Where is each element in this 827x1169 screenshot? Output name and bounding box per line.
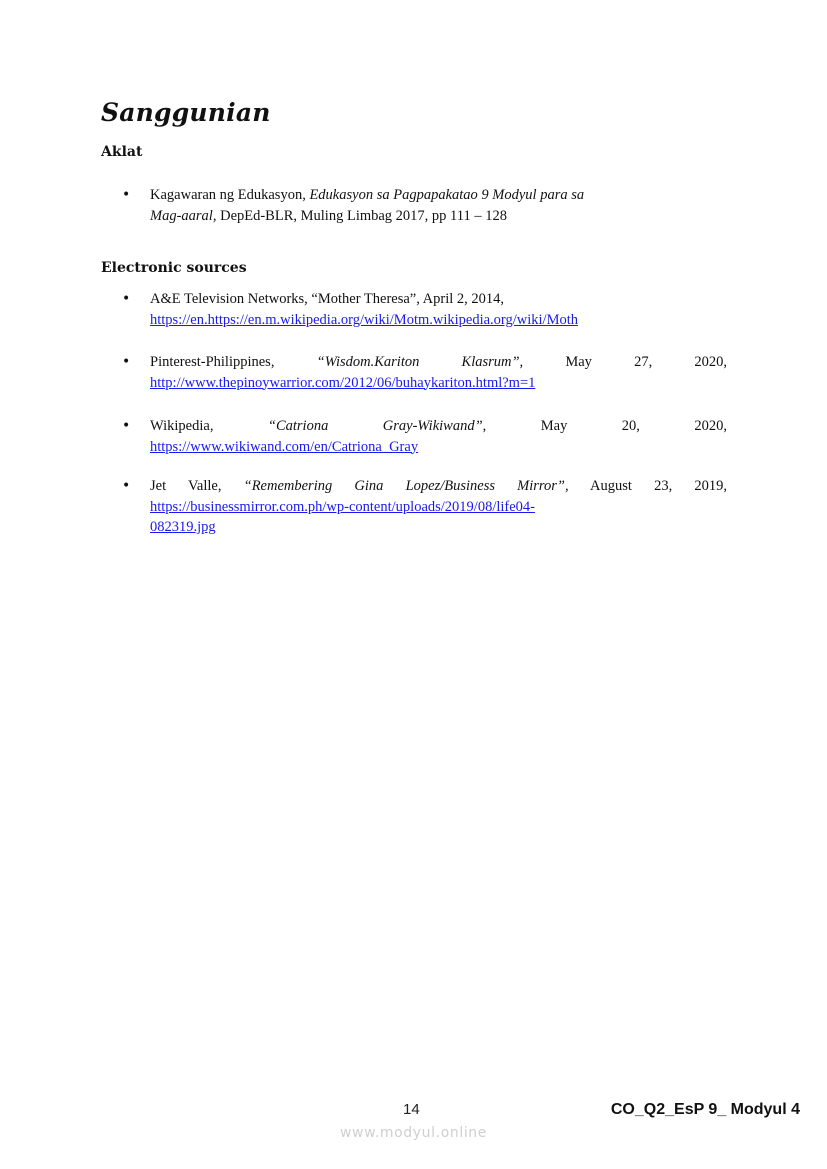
entry-source: Pinterest-Philippines, — [150, 354, 317, 370]
section-heading-aklat: Aklat — [101, 144, 143, 160]
entry-link-continued[interactable]: 082319.jpg — [150, 519, 216, 535]
entry-source: Jet Valle, — [150, 478, 244, 494]
reference-entry-business-mirror — [150, 476, 727, 538]
entry-line — [150, 206, 727, 227]
entry-date: , May 20, 2020, — [482, 418, 727, 434]
entry-title: “Catriona Gray-Wikiwand” — [267, 418, 483, 434]
entry-date: May 27, 2020, — [523, 354, 727, 370]
reference-entry-wikipedia — [150, 416, 727, 457]
watermark: www.modyul.online — [339, 1125, 487, 1141]
entry-line — [150, 185, 727, 206]
entry-source: A&E Television Networks, “Mother Theresa”, April 2, 2014, — [150, 291, 505, 307]
entry-line — [150, 416, 727, 437]
bullet: • — [122, 187, 131, 203]
entry-line — [150, 476, 727, 497]
bullet: • — [122, 478, 131, 494]
section-heading-electronic-sources: Electronic sources — [101, 260, 247, 276]
bullet: • — [122, 418, 131, 434]
bullet: • — [122, 354, 131, 370]
page-number: 14 — [403, 1101, 420, 1118]
entry-link[interactable]: https://www.wikiwand.com/en/Catriona_Gray — [150, 438, 419, 455]
entry-link[interactable]: http://www.thepinoywarrior.com/2012/06/buhaykariton.html?m=1 — [150, 374, 536, 391]
reference-entry-book — [150, 185, 727, 226]
entry-title: Edukasyon sa Pagpapakatao 9 Modyul para sa — [309, 187, 585, 203]
page-title: Sanggunian — [101, 98, 271, 127]
entry-date: August 23, 2019, — [568, 478, 728, 494]
entry-title: “Wisdom.Kariton Klasrum”, — [316, 354, 524, 370]
reference-entry-ae — [150, 289, 727, 330]
entry-title: “Remembering Gina Lopez/Business Mirror”, — [243, 478, 569, 494]
bullet: • — [122, 291, 131, 307]
module-code: CO_Q2_EsP 9_ Modyul 4 — [610, 1101, 800, 1118]
entry-author: Kagawaran ng Edukasyon, — [150, 187, 310, 203]
entry-title-continued: Mag-aaral, — [150, 207, 217, 224]
entry-source: Wikipedia, — [150, 418, 268, 434]
entry-publisher: DepEd-BLR, Muling Limbag 2017, pp 111 – 128 — [216, 207, 507, 224]
reference-entry-pinterest — [150, 352, 727, 393]
entry-line — [150, 352, 727, 373]
entry-link[interactable]: https://businessmirror.com.ph/wp-content/uploads/2019/08/life04- — [150, 498, 536, 515]
entry-link[interactable]: https://en.https://en.m.wikipedia.org/wiki/Motm.wikipedia.org/wiki/Moth — [150, 311, 579, 328]
